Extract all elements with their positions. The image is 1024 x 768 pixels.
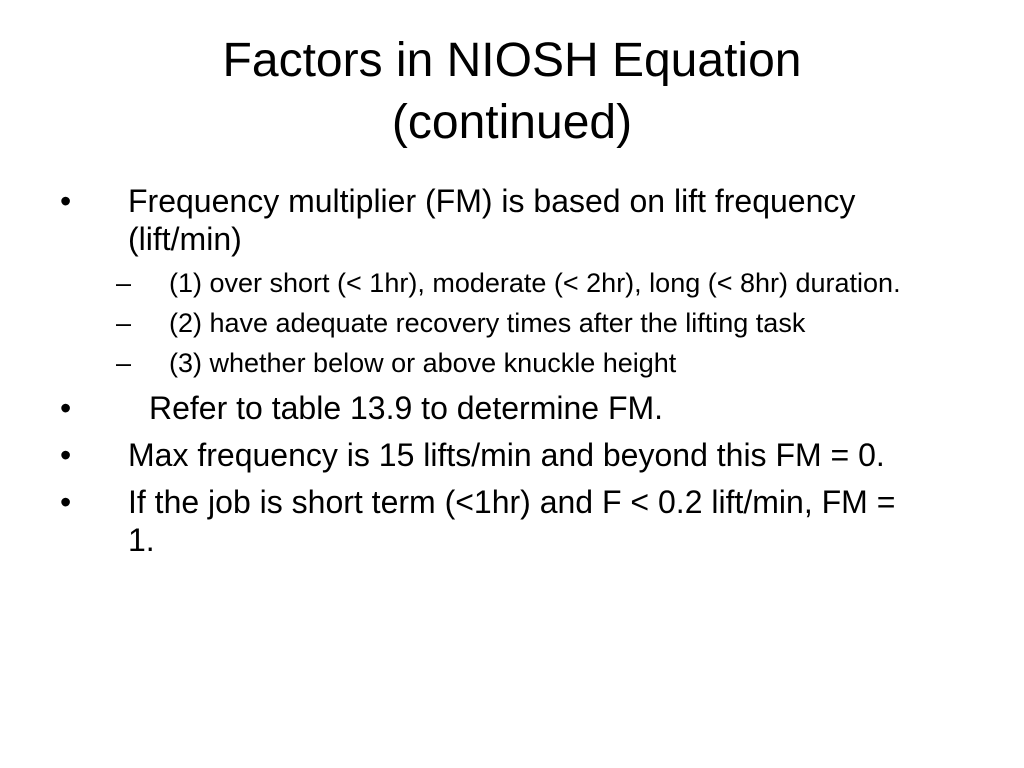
dash-glyph: – xyxy=(116,308,132,338)
bullet-item-frequency-multiplier xyxy=(0,182,1024,258)
bullet-list xyxy=(0,182,1024,559)
bullet-item-refer-table xyxy=(0,389,1024,427)
sub-bullet-item-recovery xyxy=(0,307,1024,340)
sub-bullet-text: (2) have adequate recovery times after the lifting task xyxy=(169,308,806,338)
bullet-item-short-term xyxy=(0,483,1024,559)
bullet-glyph: • xyxy=(60,437,72,473)
slide-title xyxy=(60,30,964,154)
sub-bullet-item-knuckle-height xyxy=(0,347,1024,380)
bullet-item-max-frequency xyxy=(0,436,1024,474)
dash-glyph: – xyxy=(116,268,132,298)
bullet-glyph: • xyxy=(60,390,72,426)
bullet-text: Frequency multiplier (FM) is based on lift frequency (lift/min) xyxy=(128,183,856,257)
bullet-text: If the job is short term (<1hr) and F < 0.2 lift/min, FM = 1. xyxy=(128,484,896,558)
sub-bullet-text: (1) over short (< 1hr), moderate (< 2hr), long (< 8hr) duration. xyxy=(169,268,901,298)
bullet-text: Refer to table 13.9 to determine FM. xyxy=(149,390,664,426)
bullet-glyph: • xyxy=(60,484,72,520)
sub-bullet-item-duration xyxy=(0,267,1024,300)
bullet-glyph: • xyxy=(60,183,72,219)
dash-glyph: – xyxy=(116,348,132,378)
sub-bullet-text: (3) whether below or above knuckle height xyxy=(169,348,677,378)
bullet-text: Max frequency is 15 lifts/min and beyond this FM = 0. xyxy=(128,437,885,473)
slide-title-line-2: (continued) xyxy=(391,96,633,149)
slide-title-line-1: Factors in NIOSH Equation xyxy=(222,34,802,87)
